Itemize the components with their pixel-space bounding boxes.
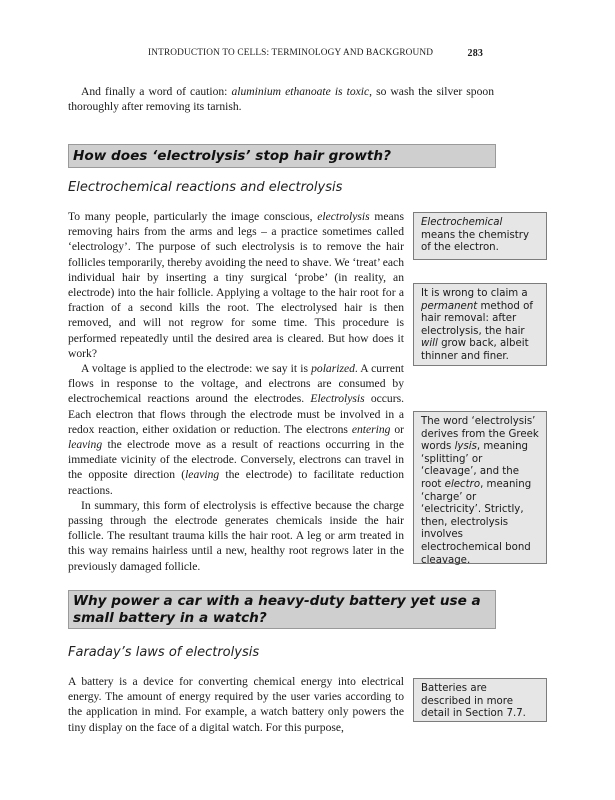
text-run: . A current flows in response to the voltage, and electrons are consumed by electrochemical reactions around the electrodes. (68, 362, 404, 406)
text-run: A voltage is applied to the electrode: we say it is (81, 362, 312, 376)
emphasis: Electrochemical (421, 217, 503, 228)
section1-body (68, 209, 404, 574)
margin-note-electrochemical (413, 212, 547, 260)
section-title-line: small battery in a watch? (73, 610, 267, 626)
text-run: grow back, albeit thinner and finer. (421, 338, 529, 362)
emphasis: will (421, 338, 438, 350)
intro-text-end: , so wash the silver spoon thoroughly after removing its tarnish. (68, 85, 494, 114)
body-paragraph: In summary, this form of electrolysis is effective because the charge passing through the electrode generates chemicals inside the hair follicle. The resultant trauma kills the hair root. A leg or arm treated in this way remains hairless until a new, healthy root regrows later in the previously damaged follicle. (68, 498, 404, 573)
intro-text: And finally a word of caution: (81, 85, 232, 98)
section-heading-battery (68, 590, 496, 629)
emphasis: permanent (421, 300, 478, 312)
subheading-electrochemical: Electrochemical reactions and electrolysis (68, 180, 343, 195)
margin-note-etymology (413, 411, 547, 564)
section-heading-electrolysis (68, 144, 496, 168)
section-title: How does ‘electrolysis’ stop hair growth? (73, 148, 391, 164)
text-run: means the chemistry of the electron. (421, 229, 529, 254)
emphasis: electro (444, 478, 481, 490)
text-run: occurs. Each electron that flows through the electrode must be involved in a redox reaction, either oxidation or reduction. The electrons (68, 392, 405, 436)
intro-emphasis: aluminium ethanoate is toxic (231, 85, 370, 98)
text-run: The word ‘electrolysis’ derives from the Greek words (421, 416, 539, 453)
emphasis: leaving (68, 438, 103, 452)
text-run: , meaning ‘charge’ or ‘electricity’. Strictly, then, electrolysis involves electrochemical bond cleavage. (421, 478, 532, 566)
emphasis: polarized (311, 362, 355, 376)
section2-body-paragraph: A battery is a device for converting chemical energy into electrical energy. The amount of energy required by the user varies according to the application in mind. For example, a watch battery only powers the tiny display on the face of a digital watch. For this purpose, (68, 675, 404, 734)
body-paragraph (68, 209, 404, 361)
text-run: the electrode move as a result of reactions occurring in the immediate vicinity of the electrode. Conversely, electrons can travel in the opposite direction ( (68, 438, 404, 482)
running-title: INTRODUCTION TO CELLS: TERMINOLOGY AND BACKGROUND (148, 48, 434, 58)
text-run: means removing hairs from the arms and legs – a practice sometimes called ‘electrology’. The purpose of such electrolysis is to remove the hair follicles temporarily, thereby avoiding the need to shave. We ‘treat’ each individual hair by inserting a tiny surgical ‘probe’ (in reality, an electrode) into the hair follicle. Applying a voltage to the hair root for a fraction of a second kills the root. The electrolysed hair is then removed, and will not regrow for some time. This procedure is performed repeatedly until the desired area is cleared. But how does it work? (68, 210, 404, 360)
emphasis: electrolysis (317, 210, 370, 223)
text-run: or (390, 422, 404, 436)
text-run: the electrode) to facilitate reduction reactions. (68, 468, 404, 497)
intro-paragraph (68, 84, 494, 114)
page-number: 283 (467, 48, 483, 59)
emphasis: entering (351, 422, 391, 436)
running-header (148, 48, 483, 59)
margin-note-permanent (413, 283, 547, 366)
emphasis: Electrolysis (310, 392, 365, 406)
margin-note-batteries: Batteries are described in more detail in Section 7.7. (413, 678, 547, 722)
section-title-line: Why power a car with a heavy-duty battery yet use a (73, 593, 481, 609)
body-paragraph (68, 361, 404, 498)
text-run: , meaning ‘splitting’ or ‘cleavage’, and the root (421, 441, 529, 490)
text-run: method of hair removal: after electrolysis, the hair (421, 300, 533, 337)
text-run: To many people, particularly the image conscious, (68, 210, 318, 223)
text-run: It is wrong to claim a (421, 288, 528, 299)
emphasis: leaving (185, 468, 220, 482)
emphasis: lysis (454, 441, 477, 453)
subheading-faraday: Faraday’s laws of electrolysis (68, 645, 260, 660)
